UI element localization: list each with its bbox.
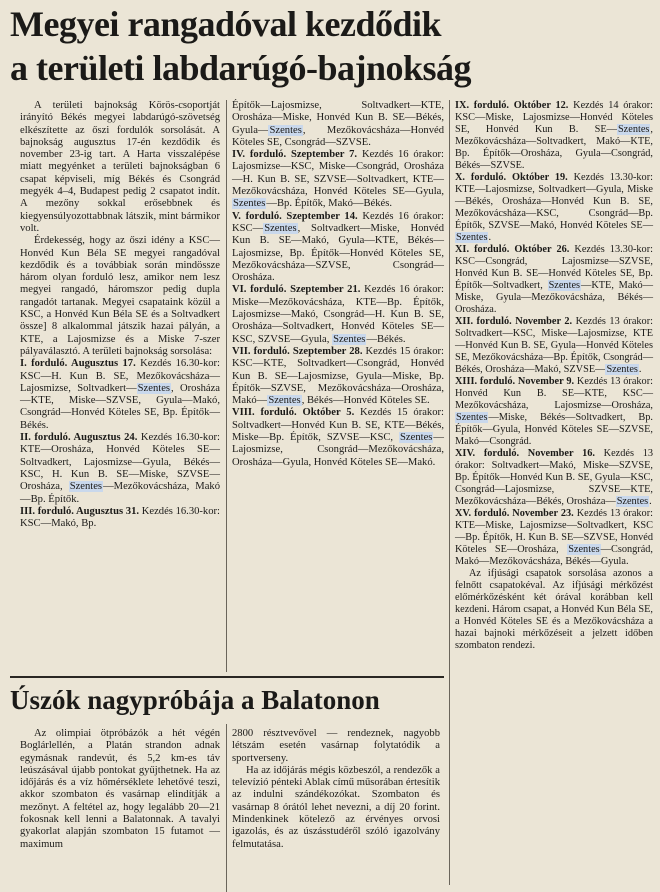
round-1-heading: I. forduló. Augusztus 17. <box>20 358 136 370</box>
highlight-szentes: Szentes <box>617 124 650 135</box>
highlight-szentes: Szentes <box>568 544 600 555</box>
round-10 <box>455 172 653 244</box>
highlight-szentes: Szentes <box>264 222 297 234</box>
round-4 <box>232 149 444 210</box>
round-2 <box>20 432 220 506</box>
round-1-text: Kezdés 16.30-kor: KSC—H. Kun B. SE, Mezőkovácsháza—Lajosmizse, Soltvadkert— <box>20 358 221 394</box>
round-3-text-cont: Építők—Lajosmizse, Soltvadkert—KTE, Orosháza—Miske, Honvéd Kun B. SE—Békés, Gyula— <box>232 100 444 136</box>
round-13 <box>455 376 653 448</box>
main-headline <box>10 2 650 90</box>
round-4-heading: IV. forduló. Szeptember 7. <box>232 149 358 161</box>
round-11-text: Kezdés 13.30-kor: KSC—Csongrád, Lajosmizse—SZVSE, Honvéd Kun B. SE—Honvéd Köteles SE, Bp. Építők—Soltvadkert, <box>455 244 653 291</box>
round-9-heading: IX. forduló. Október 12. <box>455 100 569 111</box>
highlight-szentes: Szentes <box>269 124 302 136</box>
round-8-text: Kezdés 15 órakor: Soltvadkert—Honvéd Kun B. SE, KTE—Békés, Miske—Bp. Építők, SZVSE—KSC, <box>232 407 444 444</box>
round-9-text-cont: , Mezőkovácsháza—Soltvadkert, Makó—KTE, Bp. Építők—Orosháza, Gyula—Csongrád, Békés—SZVSE. <box>455 124 653 171</box>
round-14-text-cont: . <box>649 496 652 507</box>
round-5-heading: V. forduló. Szeptember 14. <box>232 210 358 222</box>
round-15-text: Kezdés 13 órakor: KTE—Miske, Lajosmizse—Soltvadkert, KSC—Bp. Építők, H. Kun B. SE—SZVSE, Honvéd Köteles SE—Orosháza, <box>455 508 653 555</box>
round-15 <box>455 508 653 568</box>
round-7 <box>232 346 444 407</box>
rangado-paragraph: Érdekesség, hogy az őszi idény a KSC—Honvéd Kun Béla SE megyei rangadóval kezdődik és a továbbiak során mindössze három olyan forduló lesz, amikor nem lesz megyei rangadó, háromszor pedig dupla rangadót tartanak. Megyei csapataink közül a KSC, a Honvéd Kun Béla SE és a Soltvadkert össze] 8 alkalommal játszik hazai pályán, a KTE, a Lajosmizse és a Miske 7-szer pályaválasztó. A területi bajnokság sorsolása: <box>20 235 220 357</box>
round-10-text-cont: . <box>488 232 492 243</box>
article2-column-2 <box>232 728 440 851</box>
highlight-szentes: Szentes <box>456 232 488 243</box>
round-3-heading: III. forduló. Augusztus 31. <box>20 505 140 517</box>
headline-line-1: Megyei rangadóval kezdődik <box>10 4 442 44</box>
round-11-text-cont: —KTE, Makó—Miske, Gyula—Mezőkovácsháza, Békés—Orosháza. <box>455 280 653 315</box>
round-5-text-cont: , Soltvadkert—Miske, Honvéd Kun B. SE—Makó, Gyula—KTE, Békés—Lajosmizse, Bp. Építők—Honvéd Köteles SE, Mezőkovácsháza—SZVSE, Csongrád—Orosháza. <box>232 222 444 284</box>
round-2-text: Kezdés 16.30-kor: KTE—Orosháza, Honvéd Köteles SE—Soltvadkert, Lajosmizse—Gyula, Békés—KSC, H. Kun B. SE—Miske, SZVSE—Orosháza, <box>20 432 220 493</box>
round-5-text: Kezdés 16 órakor: KSC— <box>232 210 445 234</box>
highlight-szentes: Szentes <box>268 395 301 407</box>
round-10-text: Kezdés 13.30-kor: KTE—Lajosmizse, Soltvadkert—Gyula, Miske—Békés, Orosháza—Honvéd Kun B. SE, Mezőkovácsháza—KSC, Csongrád—Bp. Építők, SZVSE—Makó, Honvéd Köteles SE— <box>455 172 653 231</box>
highlight-szentes: Szentes <box>606 364 638 375</box>
round-12-heading: XII. forduló. November 2. <box>455 316 573 327</box>
highlight-szentes: Szentes <box>456 412 488 423</box>
round-11-heading: XI. forduló. Október 26. <box>455 244 570 255</box>
highlight-szentes: Szentes <box>233 198 266 210</box>
round-15-text-cont: —Csongrád, Makó—Mezőkovácsháza, Békés—Gyula. <box>455 544 653 567</box>
article-separator <box>10 676 444 678</box>
round-1-text-cont: , Orosháza—KTE, Miske—SZVSE, Gyula—Makó, Csongrád—Honvéd Köteles SE, Bp. Építők—Békés. <box>20 382 220 431</box>
round-2-heading: II. forduló. Augusztus 24. <box>20 432 138 444</box>
round-3 <box>20 506 220 531</box>
round-14 <box>455 448 653 508</box>
column-divider <box>226 100 227 672</box>
column-1 <box>20 100 220 530</box>
round-7-text: Kezdés 15 órakor: KSC—KTE, Soltvadkert—Csongrád, Honvéd Kun B. SE—Lajosmizse, Gyula—Miske, Bp. Építők—SZVSE, Mezőkovácsháza—Orosháza, Makó— <box>232 345 444 407</box>
round-4-text: Kezdés 16 órakor: Lajosmizse—KSC, Miske—Csongrád, Orosháza—H. Kun B. SE, SZVSE—Soltvadkert, KTE—Mezőkovácsháza, Honvéd Köteles SE—Gyula, <box>232 149 444 198</box>
highlight-szentes: Szentes <box>616 496 649 507</box>
round-6-text: Kezdés 16 órakor: Miske—Mezőkovácsháza, KTE—Bp. Építők, Lajosmizse—Makó, Csongrád—H. Kun B. SE, Orosháza—Soltvadkert, Honvéd Köteles SE—KSC, SZVSE—Gyula, <box>232 284 444 345</box>
round-12-text: Kezdés 13 órakor: Soltvadkert—KSC, Miske—Lajosmizse, KTE—Honvéd Kun B. SE, Gyula—Honvéd Köteles SE, Mezőkovácsháza—Bp. Építők, Csongrád—Békés, Orosháza—Makó, SZVSE— <box>455 316 653 375</box>
round-6-heading: VI. forduló. Szeptember 21. <box>232 284 361 296</box>
round-8-heading: VIII. forduló. Október 5. <box>232 407 355 419</box>
round-7-text-cont: , Békés—Honvéd Köteles SE. <box>301 395 430 407</box>
round-10-heading: X. forduló. Október 19. <box>455 172 568 183</box>
article2-paragraph-1: Az olimpiai ötpróbázók a hét végén Boglárlellén, a Platán strandon adnak egymásnak randevút, és 5,2 km-es táv leúszásával újabb pontokat gyűjthetnek. Ha az időjárás és a víz hőmérséklete lehetővé teszi, akkor szombaton és vasárnap elindítják a mezőnyt. A feltétel az, hogy legalább 20—21 fokosnak kell lenni a Balatonnak. A tavalyi gyakorlat alapján szombaton 15 futamot — maximum <box>20 728 220 850</box>
round-15-heading: XV. forduló. November 23. <box>455 508 574 519</box>
round-1 <box>20 358 220 432</box>
round-3-cont <box>232 100 444 149</box>
column-3 <box>455 100 653 652</box>
round-3-text-end: , Mezőkovácsháza—Honvéd Köteles SE, Csongrád—SZVSE. <box>232 124 444 148</box>
round-7-heading: VII. forduló. Szeptember 28. <box>232 345 363 357</box>
headline-line-2: a területi labdarúgó-bajnokság <box>10 48 472 88</box>
swimming-headline: Úszók nagypróbája a Balatonon <box>10 685 380 715</box>
highlight-szentes: Szentes <box>137 382 171 394</box>
article2-paragraph-3: Ha az időjárás mégis közbeszól, a rendezők a televízió pénteki Ablak című műsorában értesítik az indulni szándékozókat. Szombaton és vasárnap 8 órától lehet nevezni, a díj 20 forint. Mindenkinek kötelező az érvényes orvosi igazolás, és az úszásstudéről szóló igazolvány felmutatása. <box>232 764 440 850</box>
round-8 <box>232 407 444 468</box>
round-4-text-cont: —Bp. Építők, Makó—Békés. <box>266 198 393 210</box>
round-14-heading: XIV. forduló. November 16. <box>455 448 595 459</box>
highlight-szentes: Szentes <box>548 280 581 291</box>
round-3-text: Kezdés 16.30-kor: KSC—Makó, Bp. <box>20 505 221 530</box>
round-13-heading: XIII. forduló. November 9. <box>455 376 575 387</box>
round-11 <box>455 244 653 316</box>
round-6 <box>232 284 444 345</box>
round-5 <box>232 211 444 285</box>
round-12-text-cont: . <box>638 364 642 375</box>
round-13-text-cont: —Miske, Békés—Soltvadkert, Bp. Építők—Gyula, Honvéd Köteles SE—SZVSE, Makó—Csongrád. <box>455 412 653 447</box>
round-9 <box>455 100 653 172</box>
column-divider <box>449 100 450 885</box>
youth-paragraph: Az ifjúsági csapatok sorsolása azonos a felnőtt csapatokéval. Az ifjúsági mérkőzést előmérkőzésként két órával korábban kell kezdeni. Három csapat, a Honvéd Kun Béla SE, a Honvéd Köteles SE és a Mezőkovácsháza a hazai bajnoki mérkőzéseit a jelzett időben szombaton rendezi. <box>455 568 653 651</box>
highlight-szentes: Szentes <box>400 432 433 444</box>
intro-paragraph: A területi bajnokság Körös-csoportját irányító Békés megyei labdarúgó-szövetség elkészítette az őszi fordulók sorsolását. A bajnokság augusztus 17-én kezdődik és november 23-ig tart. A Harta visszalépése miatt megyénket a területi bajnokságban 6 csapat képviseli, míg Békés és Csongrád megyék 4–4, Budapest pedig 2 csapatot indít. A mezőny sokkal erősebbnek és kiegyensúlyozottabbnak látszik, mint bármikor volt. <box>20 100 220 234</box>
round-2-text-cont: —Mezőkovácsháza, Makó—Bp. Építők. <box>20 481 220 505</box>
column-divider <box>226 724 227 892</box>
article2-column-1 <box>20 728 220 851</box>
article2-paragraph-2: 2800 résztvevővel — rendeznek, nagyobb létszám esetén vasárnap folytatódik a sportverseny. <box>232 728 440 764</box>
round-9-text: Kezdés 14 órakor: KSC—Miske, Lajosmizse—Honvéd Köteles SE, Honvéd Kun B. SE— <box>455 100 654 135</box>
highlight-szentes: Szentes <box>69 481 103 493</box>
column-2 <box>232 100 444 469</box>
round-13-text: Kezdés 13 órakor: Honvéd Kun B. SE—KTE, KSC—Mezőkovácsháza, Lajosmizse—Orosháza, <box>455 376 653 411</box>
round-6-text-cont: —Békés. <box>366 333 406 345</box>
round-8-text-cont: —Lajosmizse, Csongrád—Mezőkovácsháza, Orosháza—Gyula, Honvéd Köteles SE—Makó. <box>232 432 444 468</box>
highlight-szentes: Szentes <box>333 333 366 345</box>
round-14-text: Kezdés 13 órakor: Soltvadkert—Makó, Miske—SZVSE, Bp. Építők—Honvéd Kun B. SE, Gyula—KSC, Csongrád—Lajosmizse, SZVSE—KTE, Mezőkovácsháza—Békés, Orosháza— <box>455 448 653 507</box>
round-12 <box>455 316 653 376</box>
